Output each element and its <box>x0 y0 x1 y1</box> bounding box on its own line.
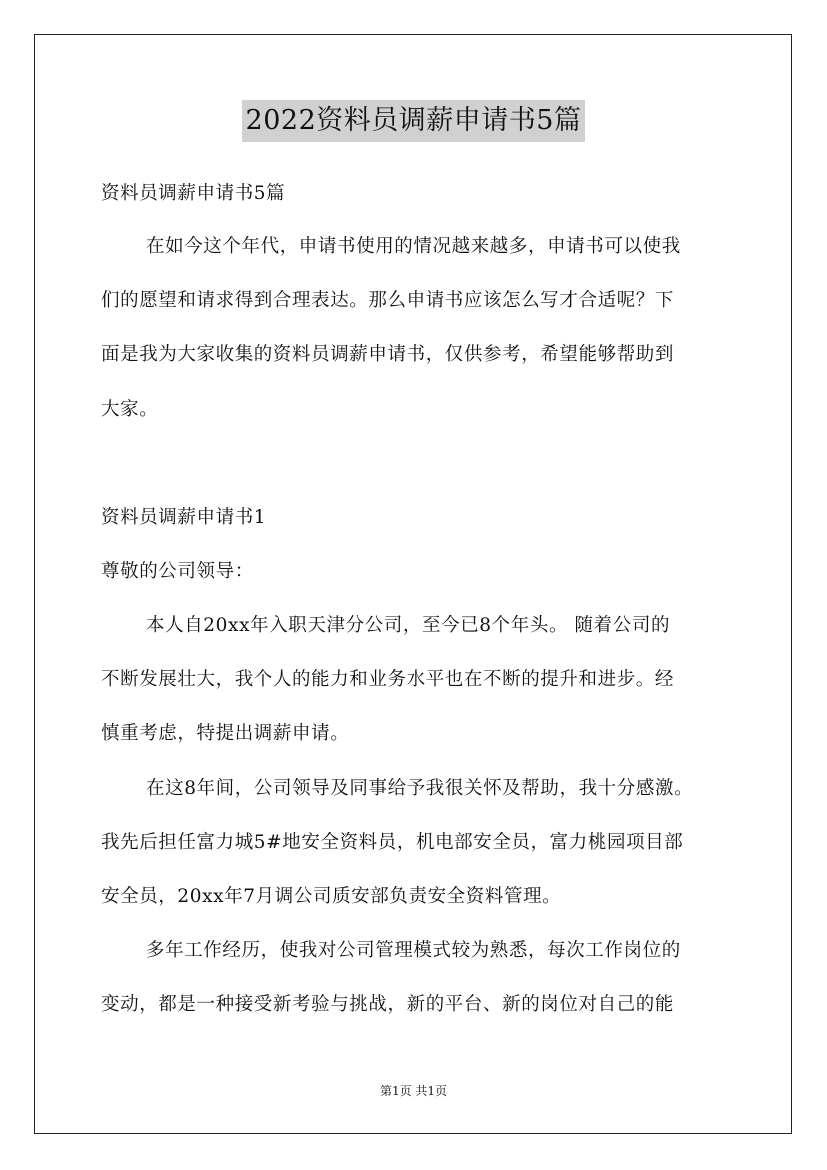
salutation: 尊敬的公司领导： <box>101 561 254 582</box>
para2-line-2: 我先后担任富力城5#地安全资料员，机电部安全员，富力桃园项目部 <box>101 832 684 853</box>
intro-line-4: 大家。 <box>101 399 159 420</box>
para1-line-3: 慎重考虑，特提出调薪申请。 <box>101 723 350 744</box>
para2-line-1: 在这8年间，公司领导及同事给予我很关怀及帮助，我十分感激。 <box>146 778 694 799</box>
para1-line-1: 本人自20xx年入职天津分公司，至今已8个年头。 随着公司的 <box>146 615 671 636</box>
intro-line-3: 面是我为大家收集的资料员调薪申请书，仅供参考，希望能够帮助到 <box>101 344 675 365</box>
intro-line-1: 在如今这个年代，申请书使用的情况越来越多，申请书可以使我 <box>146 236 681 257</box>
para3-line-2: 变动，都是一种接受新考验与挑战，新的平台、新的岗位对自己的能 <box>101 994 675 1015</box>
para3-line-1: 多年工作经历，使我对公司管理模式较为熟悉，每次工作岗位的 <box>146 940 681 961</box>
document-title: 2022资料员调薪申请书5篇 <box>242 100 586 142</box>
para1-line-2: 不断发展壮大，我个人的能力和业务水平也在不断的提升和进步。经 <box>101 669 675 690</box>
para2-line-3: 安全员，20xx年7月调公司质安部负责安全资料管理。 <box>101 886 562 907</box>
page-footer: 第1页 共1页 <box>379 1084 448 1098</box>
intro-line-2: 们的愿望和请求得到合理表达。那么申请书应该怎么写才合适呢？下 <box>101 290 675 311</box>
subtitle: 资料员调薪申请书5篇 <box>101 183 286 204</box>
section-heading: 资料员调薪申请书1 <box>101 507 267 528</box>
title-wrap <box>0 100 827 142</box>
